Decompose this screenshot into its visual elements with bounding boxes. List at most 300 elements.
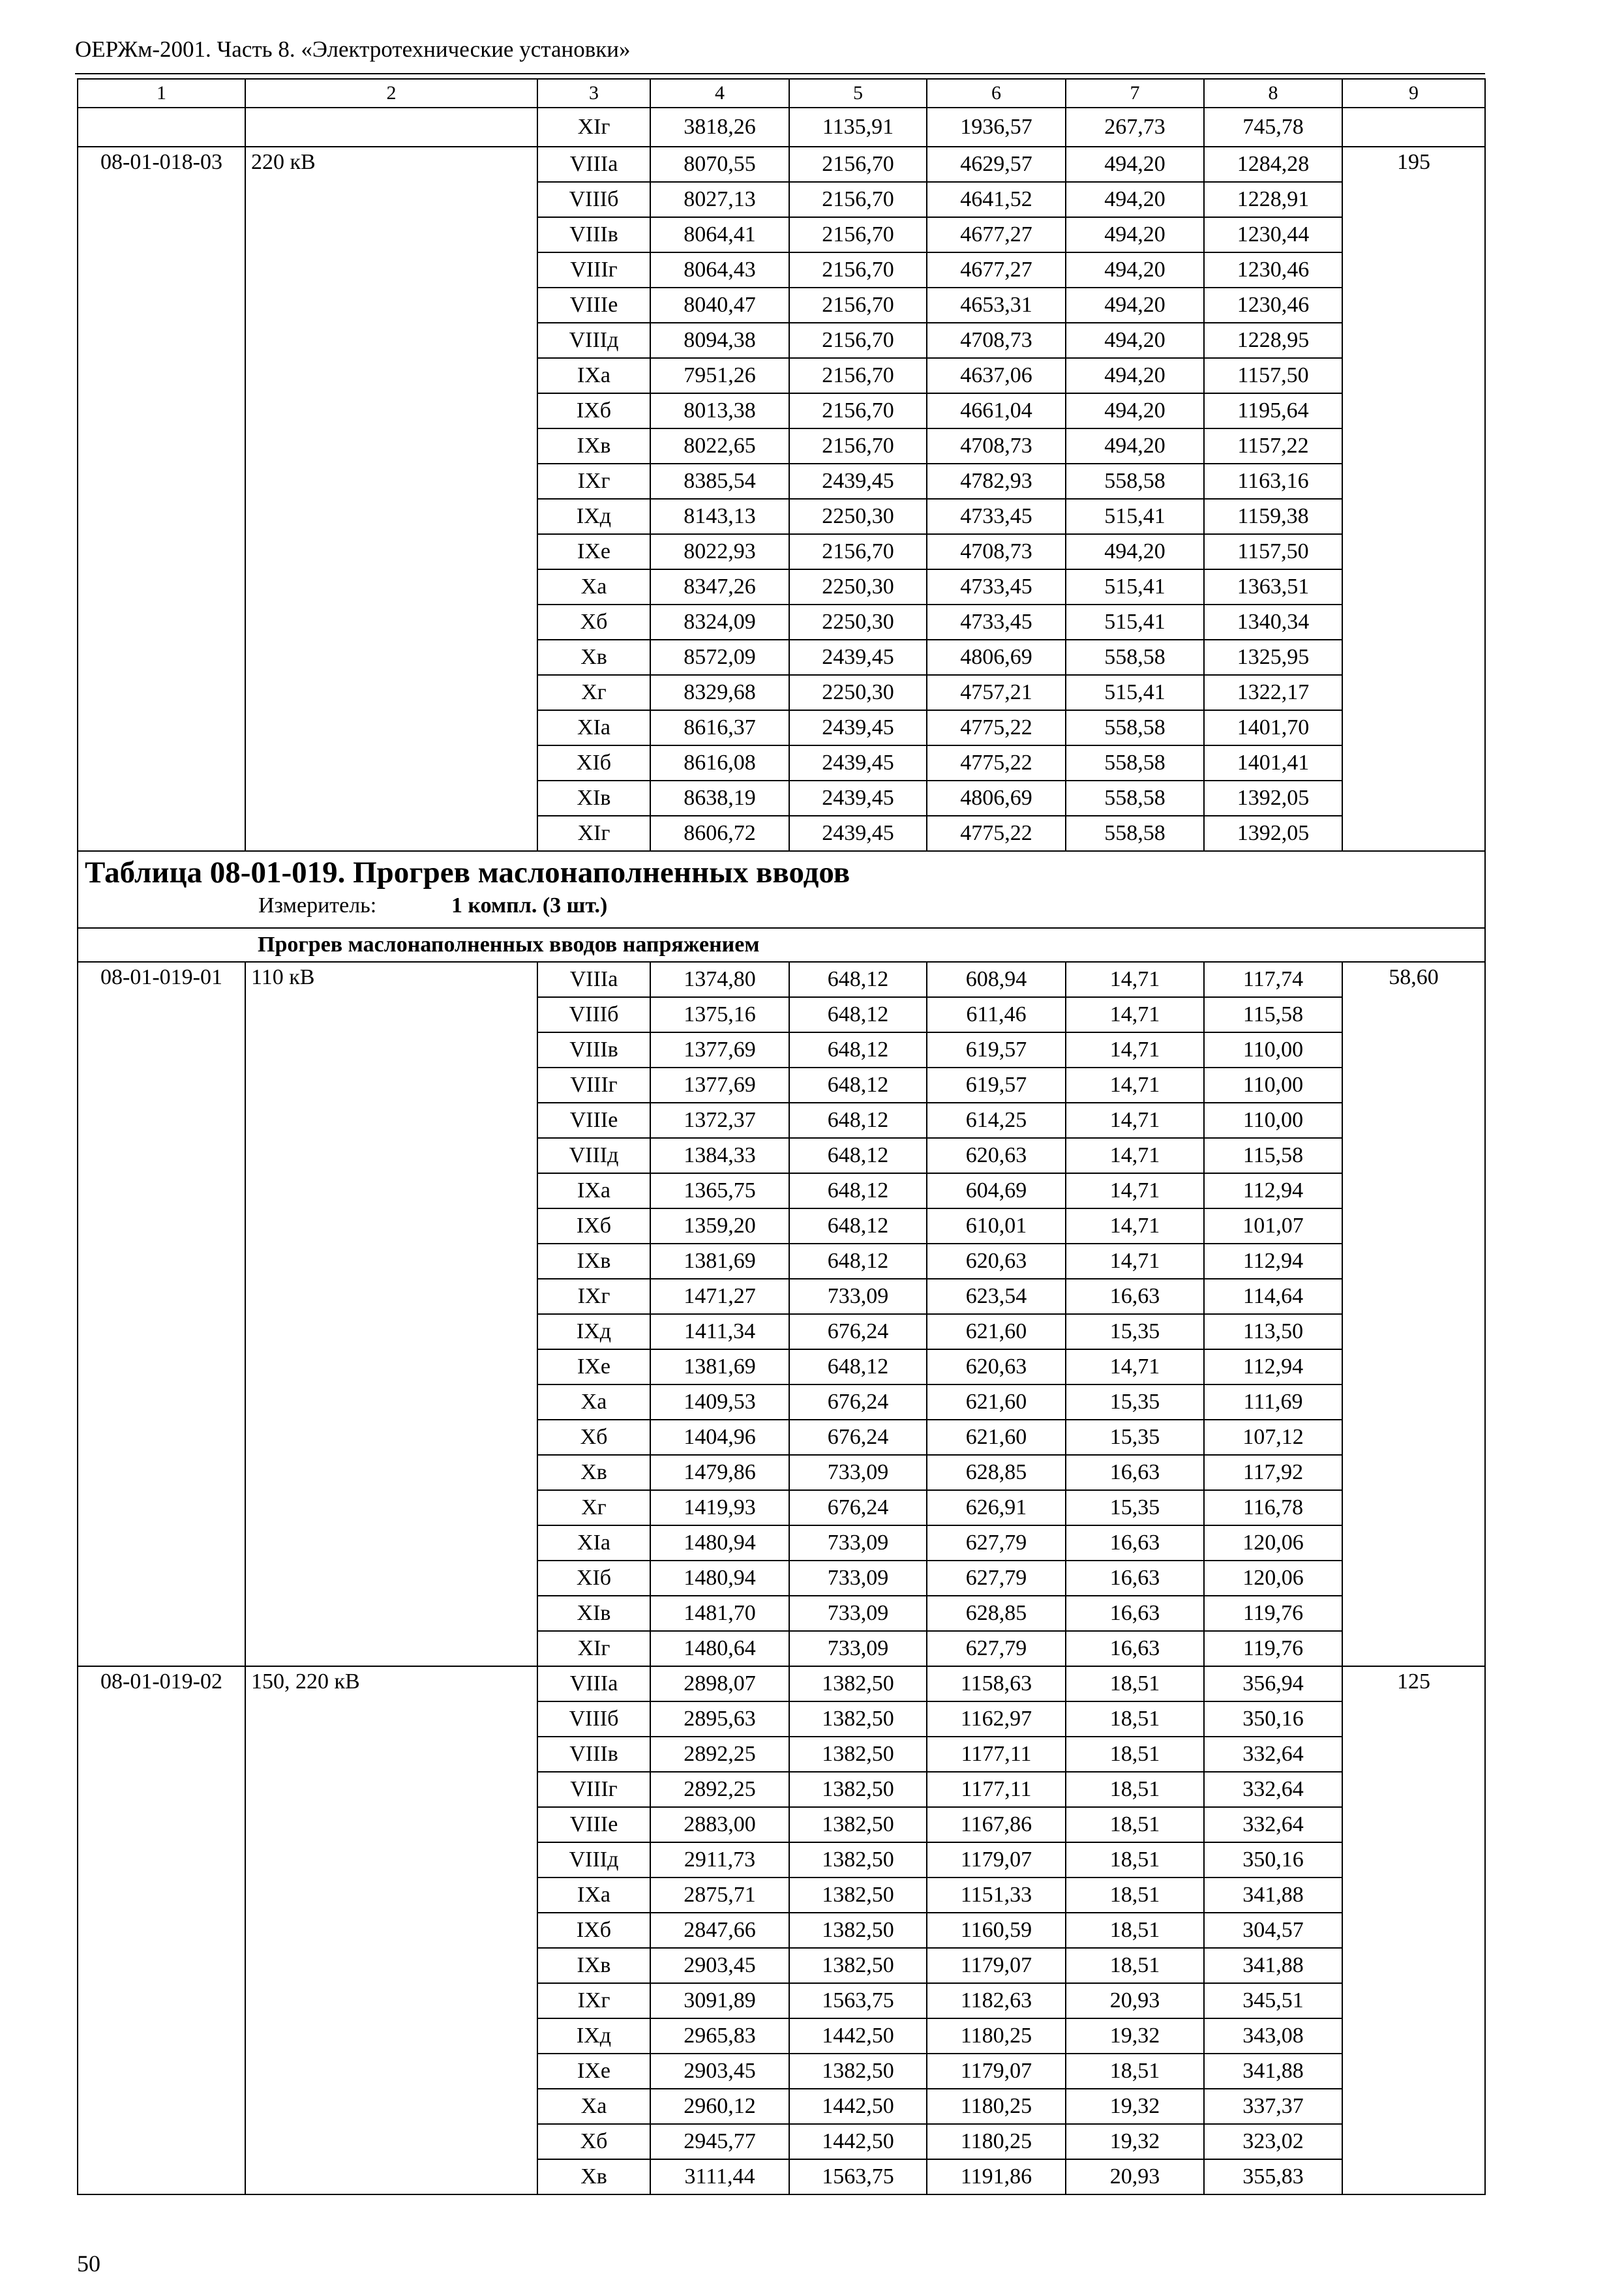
value-cell: 119,76 (1204, 1631, 1342, 1666)
subheading-cell: Прогрев маслонаполненных вводов напряжением (78, 928, 1485, 962)
value-cell: 117,74 (1204, 962, 1342, 997)
value-cell: 1442,50 (789, 2089, 927, 2124)
header-rule (75, 73, 1485, 74)
value-cell: 1382,50 (789, 1772, 927, 1807)
value-cell: 1404,96 (650, 1420, 789, 1455)
value-cell: 648,12 (789, 1349, 927, 1384)
value-cell: Xг (537, 675, 650, 710)
value-cell: 1159,38 (1204, 499, 1342, 534)
value-cell: 515,41 (1066, 569, 1204, 605)
value-cell: 4637,06 (927, 358, 1066, 393)
value-cell: 14,71 (1066, 962, 1204, 997)
value-cell: 113,50 (1204, 1314, 1342, 1349)
value-cell: 18,51 (1066, 1913, 1204, 1948)
value-cell: IXб (537, 1208, 650, 1244)
value-cell: VIIIа (537, 1666, 650, 1701)
value-cell: 1325,95 (1204, 640, 1342, 675)
value-cell: 18,51 (1066, 2054, 1204, 2089)
value-cell: 1377,69 (650, 1068, 789, 1103)
value-cell: 18,51 (1066, 1842, 1204, 1878)
value-cell: 1322,17 (1204, 675, 1342, 710)
value-cell: 8094,38 (650, 323, 789, 358)
value-cell: 2439,45 (789, 464, 927, 499)
value-cell: 2892,25 (650, 1772, 789, 1807)
value-cell: 1230,46 (1204, 252, 1342, 288)
code-cell: 08-01-018-03 (78, 147, 245, 851)
value-cell: 110,00 (1204, 1103, 1342, 1138)
value-cell: 628,85 (927, 1455, 1066, 1490)
value-cell: 733,09 (789, 1279, 927, 1314)
value-cell: 19,32 (1066, 2018, 1204, 2054)
value-cell: 648,12 (789, 1032, 927, 1068)
value-cell: VIIIд (537, 1138, 650, 1173)
value-cell: IXа (537, 1878, 650, 1913)
code-cell: 08-01-019-02 (78, 1666, 245, 2194)
measure-label: Измеритель: (258, 893, 377, 918)
value-cell: IXг (537, 464, 650, 499)
value-cell: 2847,66 (650, 1913, 789, 1948)
column-9-cell: 195 (1342, 147, 1485, 851)
value-cell: 332,64 (1204, 1807, 1342, 1842)
value-cell: 494,20 (1066, 323, 1204, 358)
value-cell: 107,12 (1204, 1420, 1342, 1455)
value-cell: 323,02 (1204, 2124, 1342, 2159)
value-cell: 1480,64 (650, 1631, 789, 1666)
value-cell: 733,09 (789, 1561, 927, 1596)
value-cell: 620,63 (927, 1349, 1066, 1384)
value-cell: VIIIб (537, 997, 650, 1032)
value-cell: 623,54 (927, 1279, 1066, 1314)
value-cell: VIIIе (537, 1807, 650, 1842)
value-cell: 2903,45 (650, 2054, 789, 2089)
value-cell: 7951,26 (650, 358, 789, 393)
value-cell: 1382,50 (789, 1737, 927, 1772)
value-cell: VIIIе (537, 1103, 650, 1138)
value-cell: IXб (537, 393, 650, 428)
value-cell: 733,09 (789, 1631, 927, 1666)
value-cell: 1230,44 (1204, 217, 1342, 252)
value-cell: 1401,41 (1204, 745, 1342, 781)
value-cell: 1180,25 (927, 2018, 1066, 2054)
value-cell: 733,09 (789, 1525, 927, 1561)
value-cell: 1363,51 (1204, 569, 1342, 605)
value-cell: IXд (537, 1314, 650, 1349)
value-cell: 558,58 (1066, 781, 1204, 816)
value-cell: 19,32 (1066, 2089, 1204, 2124)
value-cell: 2156,70 (789, 358, 927, 393)
value-cell: 8143,13 (650, 499, 789, 534)
value-cell: 1442,50 (789, 2124, 927, 2159)
value-cell: 1284,28 (1204, 147, 1342, 182)
value-cell: 4629,57 (927, 147, 1066, 182)
value-cell: 115,58 (1204, 1138, 1342, 1173)
value-cell: 8638,19 (650, 781, 789, 816)
value-cell: 1158,63 (927, 1666, 1066, 1701)
value-cell: 733,09 (789, 1455, 927, 1490)
value-cell: 110,00 (1204, 1068, 1342, 1103)
value-cell: 627,79 (927, 1561, 1066, 1596)
value-cell: IXг (537, 1279, 650, 1314)
value-cell: 16,63 (1066, 1279, 1204, 1314)
value-cell: 16,63 (1066, 1525, 1204, 1561)
value-cell: 4677,27 (927, 252, 1066, 288)
value-cell: 2439,45 (789, 745, 927, 781)
value-cell: 1381,69 (650, 1244, 789, 1279)
value-cell: IXб (537, 1913, 650, 1948)
column-number-cell: 2 (245, 79, 537, 108)
value-cell: 494,20 (1066, 217, 1204, 252)
value-cell: 1382,50 (789, 1878, 927, 1913)
value-cell: 14,71 (1066, 1068, 1204, 1103)
value-cell: 1384,33 (650, 1138, 789, 1173)
value-cell: 2156,70 (789, 288, 927, 323)
value-cell: VIIIв (537, 1032, 650, 1068)
value-cell: XIг (537, 1631, 650, 1666)
value-cell: 2903,45 (650, 1948, 789, 1983)
column-number-cell: 3 (537, 79, 650, 108)
value-cell: 648,12 (789, 1173, 927, 1208)
section-title-cell (78, 851, 1485, 928)
value-cell: 1481,70 (650, 1596, 789, 1631)
value-cell: 2250,30 (789, 605, 927, 640)
value-cell: 16,63 (1066, 1455, 1204, 1490)
value-cell: 2439,45 (789, 710, 927, 745)
code-cell: 08-01-019-01 (78, 962, 245, 1666)
value-cell: 676,24 (789, 1314, 927, 1349)
value-cell: 614,25 (927, 1103, 1066, 1138)
value-cell: 515,41 (1066, 675, 1204, 710)
value-cell: 1382,50 (789, 1701, 927, 1737)
value-cell: 19,32 (1066, 2124, 1204, 2159)
rates-table (77, 78, 1486, 2195)
value-cell: 350,16 (1204, 1701, 1342, 1737)
value-cell: 621,60 (927, 1384, 1066, 1420)
value-cell: 8347,26 (650, 569, 789, 605)
value-cell: 2439,45 (789, 640, 927, 675)
value-cell: 8027,13 (650, 182, 789, 217)
value-cell: 1163,16 (1204, 464, 1342, 499)
value-cell: 3091,89 (650, 1983, 789, 2018)
value-cell: 4775,22 (927, 816, 1066, 851)
value-cell: 2898,07 (650, 1666, 789, 1701)
column-number-cell: 5 (789, 79, 927, 108)
value-cell: 1157,50 (1204, 358, 1342, 393)
value-cell: 494,20 (1066, 358, 1204, 393)
value-cell: 494,20 (1066, 534, 1204, 569)
value-cell: IXа (537, 358, 650, 393)
value-cell: 8064,41 (650, 217, 789, 252)
value-cell: 2875,71 (650, 1878, 789, 1913)
page-header: ОЕРЖм-2001. Часть 8. «Электротехнические установки» (75, 37, 631, 62)
value-cell: 1374,80 (650, 962, 789, 997)
value-cell: 343,08 (1204, 2018, 1342, 2054)
value-cell: 2156,70 (789, 323, 927, 358)
value-cell: 648,12 (789, 1208, 927, 1244)
value-cell: 1382,50 (789, 2054, 927, 2089)
value-cell: 494,20 (1066, 182, 1204, 217)
value-cell: 627,79 (927, 1631, 1066, 1666)
value-cell: 1480,94 (650, 1561, 789, 1596)
value-cell: 2965,83 (650, 2018, 789, 2054)
value-cell: 341,88 (1204, 1948, 1342, 1983)
value-cell: 1230,46 (1204, 288, 1342, 323)
value-cell: Xа (537, 2089, 650, 2124)
value-cell: 1179,07 (927, 1948, 1066, 1983)
value-cell: 332,64 (1204, 1737, 1342, 1772)
value-cell: 1228,91 (1204, 182, 1342, 217)
value-cell: XIа (537, 1525, 650, 1561)
value-cell: VIIIб (537, 182, 650, 217)
value-cell: 1409,53 (650, 1384, 789, 1420)
value-cell: 8064,43 (650, 252, 789, 288)
value-cell: 14,71 (1066, 1244, 1204, 1279)
value-cell: 18,51 (1066, 1948, 1204, 1983)
value-cell: 1382,50 (789, 1913, 927, 1948)
value-cell: 20,93 (1066, 1983, 1204, 2018)
value-cell: 4641,52 (927, 182, 1066, 217)
page-number: 50 (77, 2251, 100, 2277)
value-cell: 332,64 (1204, 1772, 1342, 1807)
value-cell: 1563,75 (789, 2159, 927, 2194)
value-cell: 1479,86 (650, 1455, 789, 1490)
value-cell: 112,94 (1204, 1173, 1342, 1208)
value-cell: 1157,50 (1204, 534, 1342, 569)
value-cell: 8385,54 (650, 464, 789, 499)
value-cell: 620,63 (927, 1138, 1066, 1173)
value-cell: IXв (537, 1948, 650, 1983)
value-cell: 621,60 (927, 1420, 1066, 1455)
value-cell: VIIIв (537, 217, 650, 252)
value-cell: XIб (537, 745, 650, 781)
measure-value: 1 компл. (3 шт.) (451, 893, 608, 918)
table-row (78, 962, 1485, 997)
value-cell: 1419,93 (650, 1490, 789, 1525)
value-cell: 1936,57 (927, 108, 1066, 147)
value-cell: 112,94 (1204, 1244, 1342, 1279)
value-cell: 304,57 (1204, 1913, 1342, 1948)
table-row (78, 108, 1485, 147)
value-cell: 8022,65 (650, 428, 789, 464)
value-cell: 1382,50 (789, 1807, 927, 1842)
value-cell: 2439,45 (789, 816, 927, 851)
value-cell: 14,71 (1066, 1138, 1204, 1173)
value-cell: 2945,77 (650, 2124, 789, 2159)
column-number-cell: 1 (78, 79, 245, 108)
value-cell: VIIIг (537, 252, 650, 288)
value-cell: 494,20 (1066, 288, 1204, 323)
value-cell: IXе (537, 1349, 650, 1384)
value-cell: 14,71 (1066, 1103, 1204, 1138)
value-cell: VIIIб (537, 1701, 650, 1737)
column-number-cell: 9 (1342, 79, 1485, 108)
value-cell: 120,06 (1204, 1525, 1342, 1561)
value-cell: 18,51 (1066, 1807, 1204, 1842)
value-cell: 1340,34 (1204, 605, 1342, 640)
value-cell: 2156,70 (789, 182, 927, 217)
value-cell: 611,46 (927, 997, 1066, 1032)
value-cell: Xб (537, 1420, 650, 1455)
value-cell: 604,69 (927, 1173, 1066, 1208)
value-cell: 18,51 (1066, 1737, 1204, 1772)
value-cell: 8022,93 (650, 534, 789, 569)
value-cell: 627,79 (927, 1525, 1066, 1561)
value-cell: 2892,25 (650, 1737, 789, 1772)
value-cell: IXа (537, 1173, 650, 1208)
value-cell: 4757,21 (927, 675, 1066, 710)
value-cell: 4733,45 (927, 569, 1066, 605)
value-cell: 610,01 (927, 1208, 1066, 1244)
value-cell: 4775,22 (927, 745, 1066, 781)
value-cell: 14,71 (1066, 997, 1204, 1032)
value-cell: 8013,38 (650, 393, 789, 428)
value-cell: 1228,95 (1204, 323, 1342, 358)
value-cell: 112,94 (1204, 1349, 1342, 1384)
value-cell: IXд (537, 499, 650, 534)
column-9-cell: 58,60 (1342, 962, 1485, 1666)
value-cell: 14,71 (1066, 1349, 1204, 1384)
value-cell: 3111,44 (650, 2159, 789, 2194)
value-cell: 2156,70 (789, 217, 927, 252)
value-cell: 4677,27 (927, 217, 1066, 252)
value-cell: 14,71 (1066, 1032, 1204, 1068)
value-cell: 620,63 (927, 1244, 1066, 1279)
value-cell: 4806,69 (927, 640, 1066, 675)
value-cell: IXд (537, 2018, 650, 2054)
value-cell: 2156,70 (789, 534, 927, 569)
value-cell: 341,88 (1204, 1878, 1342, 1913)
value-cell: 1167,86 (927, 1807, 1066, 1842)
value-cell: 4775,22 (927, 710, 1066, 745)
value-cell: 1177,11 (927, 1772, 1066, 1807)
table-title: Таблица 08-01-019. Прогрев маслонаполненных вводов (85, 856, 850, 890)
value-cell: Xг (537, 1490, 650, 1525)
value-cell: 558,58 (1066, 640, 1204, 675)
value-cell: Xа (537, 569, 650, 605)
value-cell: 494,20 (1066, 252, 1204, 288)
value-cell: 8616,08 (650, 745, 789, 781)
column-9-cell (1342, 108, 1485, 147)
value-cell: 1392,05 (1204, 816, 1342, 851)
value-cell: 1381,69 (650, 1349, 789, 1384)
value-cell: XIб (537, 1561, 650, 1596)
value-cell: 8070,55 (650, 147, 789, 182)
value-cell: 1359,20 (650, 1208, 789, 1244)
value-cell: 676,24 (789, 1490, 927, 1525)
value-cell: 2250,30 (789, 569, 927, 605)
value-cell: 120,06 (1204, 1561, 1342, 1596)
table-body (78, 79, 1485, 2194)
value-cell: 2911,73 (650, 1842, 789, 1878)
value-cell: 648,12 (789, 1138, 927, 1173)
value-cell: IXг (537, 1983, 650, 2018)
value-cell: 1442,50 (789, 2018, 927, 2054)
value-cell: IXв (537, 428, 650, 464)
value-cell: XIв (537, 781, 650, 816)
value-cell: Xб (537, 605, 650, 640)
value-cell: 676,24 (789, 1384, 927, 1420)
value-cell: 18,51 (1066, 1701, 1204, 1737)
subheading-row (78, 928, 1485, 962)
column-number-row (78, 79, 1485, 108)
value-cell: 1151,33 (927, 1878, 1066, 1913)
value-cell: 2156,70 (789, 428, 927, 464)
value-cell: 14,71 (1066, 1173, 1204, 1208)
column-number-cell: 8 (1204, 79, 1342, 108)
value-cell: 15,35 (1066, 1384, 1204, 1420)
value-cell: 4708,73 (927, 534, 1066, 569)
value-cell: 267,73 (1066, 108, 1204, 147)
value-cell: VIIIа (537, 147, 650, 182)
value-cell: 1392,05 (1204, 781, 1342, 816)
value-cell: 1382,50 (789, 1666, 927, 1701)
value-cell: 4708,73 (927, 323, 1066, 358)
value-cell: 14,71 (1066, 1208, 1204, 1244)
value-cell: 4733,45 (927, 605, 1066, 640)
value-cell: VIIIв (537, 1737, 650, 1772)
value-cell: 111,69 (1204, 1384, 1342, 1420)
section-title-row (78, 851, 1485, 928)
value-cell: IXе (537, 2054, 650, 2089)
value-cell: 2250,30 (789, 499, 927, 534)
value-cell: XIг (537, 108, 650, 147)
value-cell: 8324,09 (650, 605, 789, 640)
value-cell: 733,09 (789, 1596, 927, 1631)
value-cell: IXв (537, 1244, 650, 1279)
value-cell: Xа (537, 1384, 650, 1420)
value-cell: 4782,93 (927, 464, 1066, 499)
value-cell: 20,93 (1066, 2159, 1204, 2194)
value-cell: 18,51 (1066, 1772, 1204, 1807)
value-cell: 676,24 (789, 1420, 927, 1455)
value-cell: 2250,30 (789, 675, 927, 710)
value-cell: 15,35 (1066, 1314, 1204, 1349)
value-cell: 18,51 (1066, 1666, 1204, 1701)
value-cell: 1160,59 (927, 1913, 1066, 1948)
value-cell: 648,12 (789, 962, 927, 997)
voltage-cell: 150, 220 кВ (245, 1666, 537, 2194)
value-cell: 4733,45 (927, 499, 1066, 534)
value-cell: 1177,11 (927, 1737, 1066, 1772)
value-cell: 1375,16 (650, 997, 789, 1032)
value-cell: 1480,94 (650, 1525, 789, 1561)
value-cell: 8606,72 (650, 816, 789, 851)
voltage-cell: 220 кВ (245, 147, 537, 851)
value-cell: 8329,68 (650, 675, 789, 710)
value-cell: 608,94 (927, 962, 1066, 997)
value-cell: 15,35 (1066, 1420, 1204, 1455)
value-cell: 648,12 (789, 1103, 927, 1138)
value-cell: 2960,12 (650, 2089, 789, 2124)
value-cell: 117,92 (1204, 1455, 1342, 1490)
value-cell: 8572,09 (650, 640, 789, 675)
value-cell: 2439,45 (789, 781, 927, 816)
value-cell: 1135,91 (789, 108, 927, 147)
value-cell: 1401,70 (1204, 710, 1342, 745)
value-cell: 1365,75 (650, 1173, 789, 1208)
value-cell: 18,51 (1066, 1878, 1204, 1913)
value-cell: 1191,86 (927, 2159, 1066, 2194)
value-cell: 119,76 (1204, 1596, 1342, 1631)
value-cell: 628,85 (927, 1596, 1066, 1631)
value-cell: 1179,07 (927, 2054, 1066, 2089)
value-cell: 101,07 (1204, 1208, 1342, 1244)
value-cell: 515,41 (1066, 499, 1204, 534)
value-cell: 16,63 (1066, 1596, 1204, 1631)
value-cell: 1179,07 (927, 1842, 1066, 1878)
voltage-cell: 110 кВ (245, 962, 537, 1666)
value-cell: XIа (537, 710, 650, 745)
column-number-cell: 6 (927, 79, 1066, 108)
